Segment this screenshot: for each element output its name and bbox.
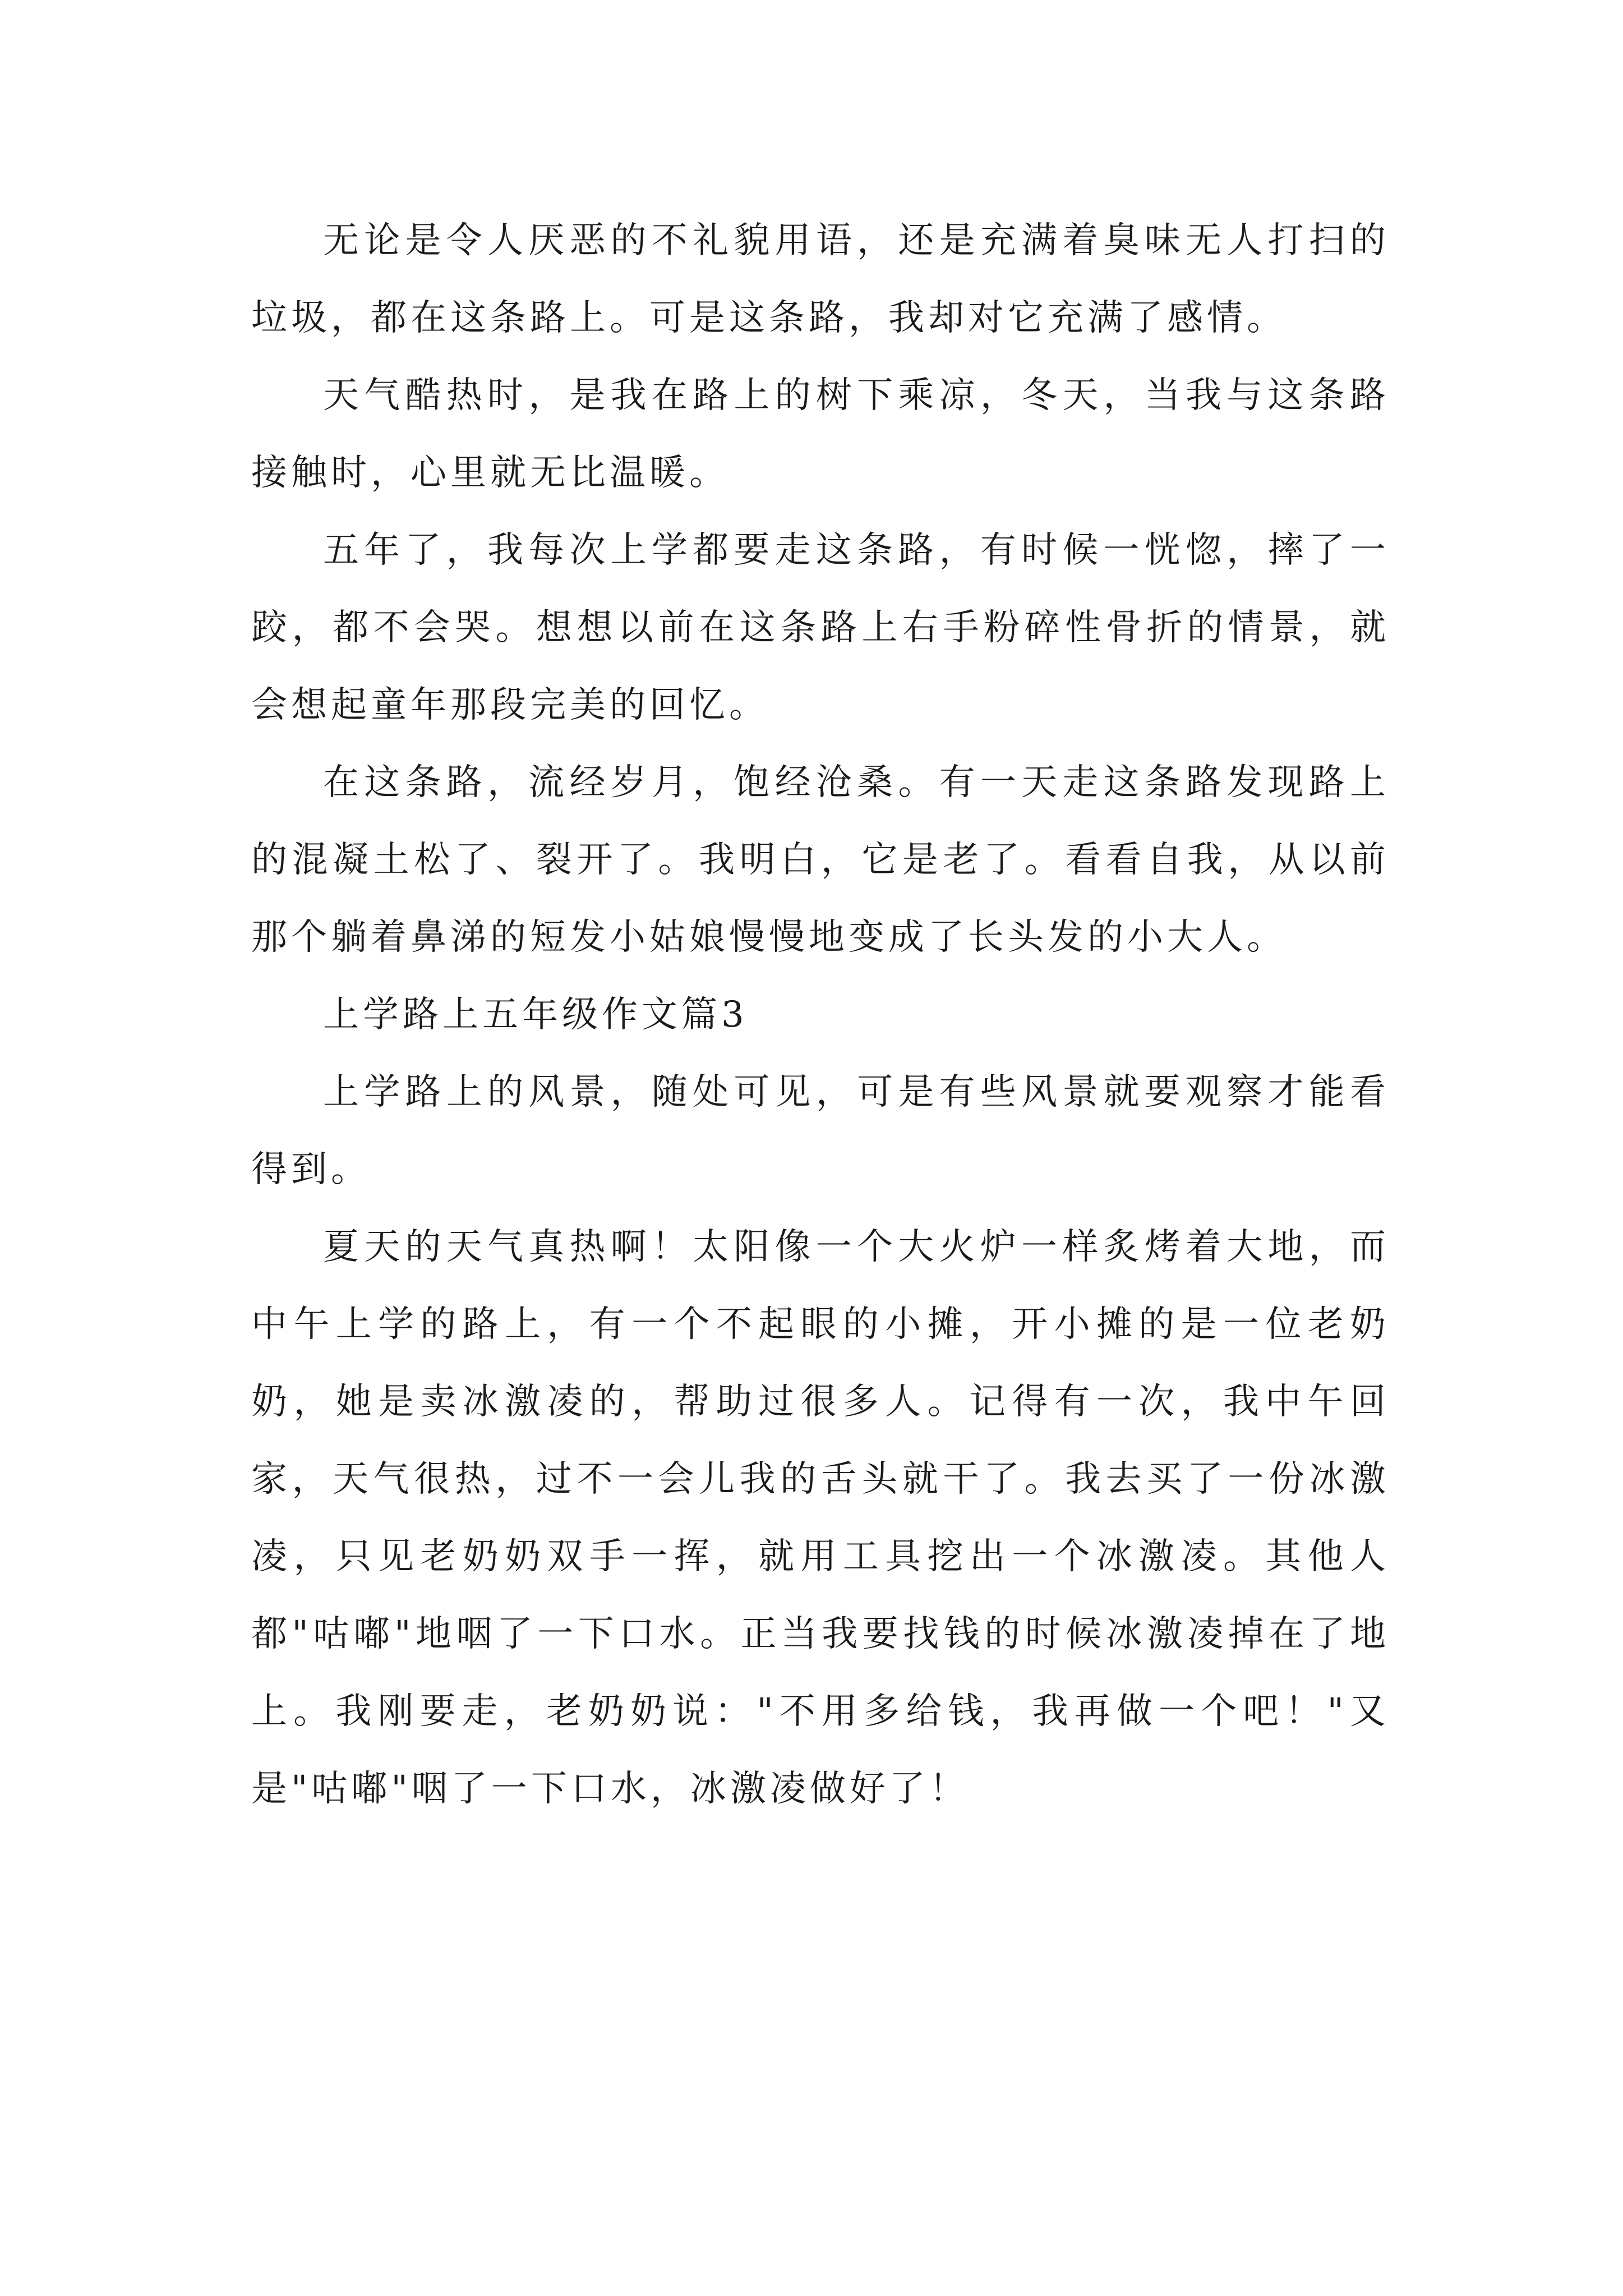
paragraph-1: 无论是令人厌恶的不礼貌用语，还是充满着臭味无人打扫的垃圾，都在这条路上。可是这条路，我却对它充满了感情。 bbox=[251, 220, 1390, 339]
document-body bbox=[251, 202, 1390, 1828]
section-paragraph-2: 夏天的天气真热啊！太阳像一个大火炉一样炙烤着大地，而中午上学的路上，有一个不起眼的小摊，开小摊的是一位老奶奶，她是卖冰激凌的，帮助过很多人。记得有一次，我中午回家，天气很热，过不一会儿我的舌头就干了。我去买了一份冰激凌，只见老奶奶双手一挥，就用工具挖出一个冰激凌。其他人都"咕嘟"地咽了一下口水。正当我要找钱的时候冰激凌掉在了地上。我刚要走，老奶奶说："不用多给钱，我再做一个吧！"又是"咕嘟"咽了一下口水，冰激凌做好了！ bbox=[251, 1226, 1390, 1810]
section-title: 上学路上五年级作文篇3 bbox=[323, 994, 748, 1036]
paragraph-2: 天气酷热时，是我在路上的树下乘凉，冬天，当我与这条路接触时，心里就无比温暖。 bbox=[251, 375, 1390, 494]
paragraph-3: 五年了，我每次上学都要走这条路，有时候一恍惚，摔了一跤，都不会哭。想想以前在这条路上右手粉碎性骨折的情景，就会想起童年那段完美的回忆。 bbox=[251, 530, 1390, 726]
paragraph-4: 在这条路，流经岁月，饱经沧桑。有一天走这条路发现路上的混凝土松了、裂开了。我明白，它是老了。看看自我，从以前那个躺着鼻涕的短发小姑娘慢慢地变成了长头发的小大人。 bbox=[251, 762, 1390, 958]
section-paragraph-1: 上学路上的风景，随处可见，可是有些风景就要观察才能看得到。 bbox=[251, 1071, 1390, 1190]
